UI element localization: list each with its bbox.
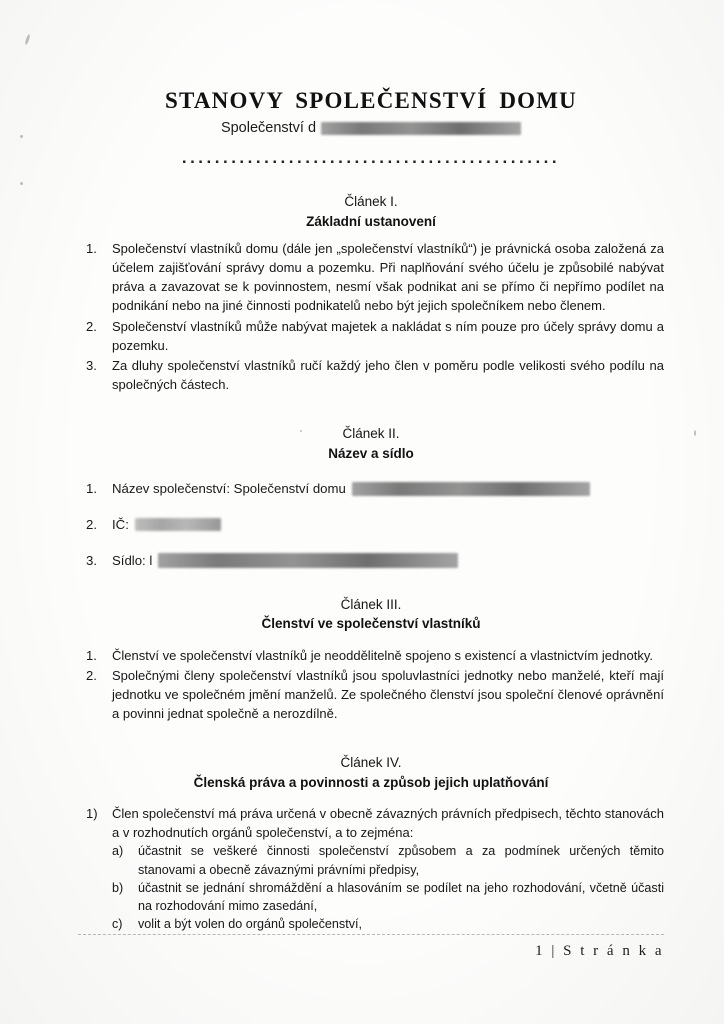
list-item [112,842,664,879]
field-label: Sídlo: l [112,552,153,568]
scan-artifact [20,182,23,185]
item-marker: 1. [86,647,97,663]
item-text: Za dluhy společenství vlastníků ručí každý jeho člen v poměru podle velikosti svého podílu na společných částech. [112,357,664,392]
item-marker: 1) [86,806,98,822]
article-3-items [78,646,664,723]
field-row [78,479,664,499]
list-item [78,666,664,723]
redacted-value [352,482,590,496]
article-number: Článek II. [342,426,400,441]
article-name: Název a sídlo [328,445,414,461]
item-text: účastnit se jednání shromáždění a hlasováním se podílet na jeho rozhodování, včetně účasti na rozhodování mimo zasedání, [138,880,664,914]
item-marker: 2. [86,318,97,334]
article-heading-1 [78,192,664,231]
item-text: Společnými členy společenství vlastníků jsou spoluvlastníci jednotky nebo manželé, kteří mají jednotku ve společném jmění manželů. Ze společného členství jsou společní členové oprávnění a povinni jednat společně a nerozdílně. [112,667,664,721]
article-heading-4 [78,753,664,792]
list-item [78,239,664,315]
list-item [78,317,664,355]
item-marker: 2. [86,667,97,683]
item-text: Společenství vlastníků může nabývat majetek a nakládat s ním pouze pro účely správy domu a pozemku. [112,318,664,353]
item-marker: 1. [86,481,97,497]
footer-divider [78,934,664,935]
item-text: Členství ve společenství vlastníků je neoddělitelně spojeno s existencí a vlastnictvím jednotky. [112,647,653,663]
item-marker: 3. [86,357,97,373]
field-row [78,515,664,535]
article-heading-3 [78,595,664,634]
item-marker: b) [112,880,124,895]
item-text: Člen společenství má práva určená v obecně závazných právních předpisech, těchto stanovách a v rozhodnutích orgánů společenství, a to zejména: [112,806,664,841]
item-text: účastnit se veškeré činnosti společenství způsobem a za podmínek určených těmito stanovami a obecně závaznými právními předpisy, [138,844,664,877]
item-text: Společenství vlastníků domu (dále jen „společenství vlastníků“) je právnická osoba založená za účelem zajišťování správy domu a pozemku. Při naplňování svého účelu je způsobilé nabývat práva a zavazovat se k povinnostem, nesmí však podnikat ani se přímo či nepřímo podílet na podnikání nebo na jiné činnosti podnikatelů nebo být jejich společníkem nebo členem. [112,241,664,314]
redacted-value [158,553,458,568]
sub-list [112,842,664,933]
list-item [112,879,664,916]
item-text: volit a být volen do orgánů společenství, [138,917,363,932]
redacted-value [135,518,221,531]
page-number: 1 | S t r á n k a [535,943,664,959]
article-heading-2 [78,424,664,463]
item-marker: 2. [86,516,97,532]
page-title: STANOVY SPOLEČENSTVÍ DOMU [165,88,577,113]
item-marker: a) [112,844,124,859]
item-marker: 1. [86,241,97,257]
item-marker: 3. [86,552,97,568]
article-name: Členství ve společenství vlastníků [261,616,481,632]
article-number: Článek IV. [340,755,402,771]
list-item [78,646,664,665]
scan-artifact [24,34,30,45]
article-name: Členská práva a povinnosti a způsob jejich uplatňování [193,774,549,790]
list-item [78,356,664,394]
scan-artifact [694,430,696,436]
article-name: Základní ustanovení [306,213,436,229]
article-number: Článek I. [344,194,398,209]
article-2-fields [78,479,664,570]
document-body [78,88,664,935]
article-4-items [78,804,664,933]
redacted-name [321,122,521,135]
list-item [78,804,664,933]
document-subtitle [78,120,664,136]
subtitle-prefix: Společenství d [220,120,317,136]
article-1-items [78,239,664,394]
item-marker: c) [112,917,123,932]
article-number: Článek III. [340,596,402,612]
dotted-separator: .............................................. [181,148,561,167]
page-footer [78,934,664,960]
list-item [112,915,664,933]
field-label: IČ: [112,516,129,532]
field-label: Název společenství: Společenství domu [112,481,346,497]
field-row [78,551,664,571]
scan-artifact [20,135,23,138]
